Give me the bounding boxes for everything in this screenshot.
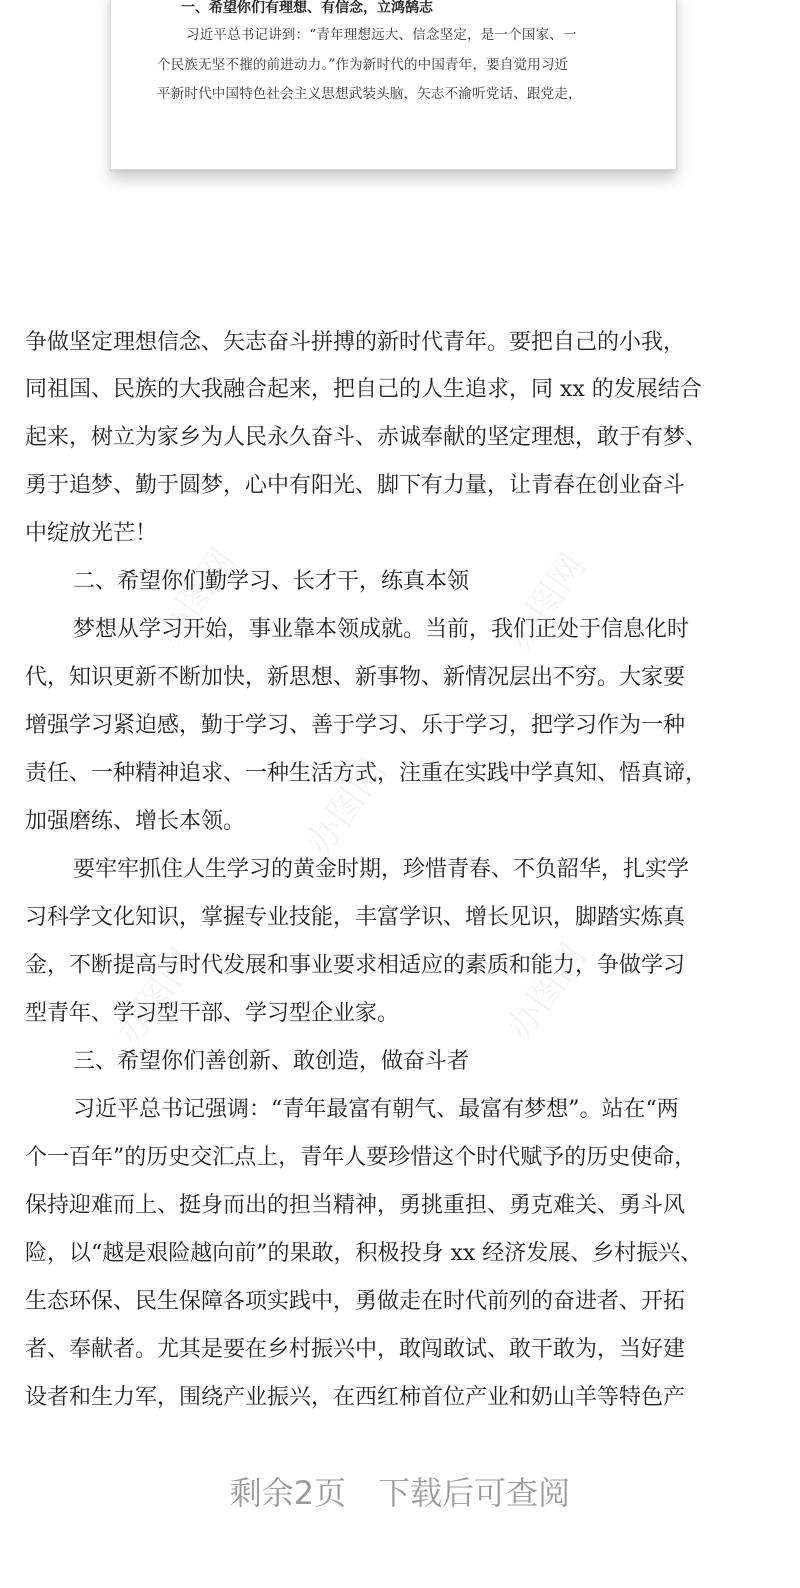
- text-line: 争做坚定理想信念、矢志奋斗拼搏的新时代青年。要把自己的小我，: [25, 330, 686, 355]
- watermark: 办图网: [498, 936, 595, 1049]
- watermark: 办图网: [108, 941, 205, 1054]
- text-line: 个一百年”的历史交汇点上，青年人要珍惜这个时代赋予的历史使命，: [25, 1145, 697, 1170]
- text-line: 责任、一种精神追求、一种生活方式，注重在实践中学真知、悟真谛，: [25, 761, 708, 786]
- text-line: 勇于追梦、勤于圆梦，心中有阳光、脚下有力量，让青春在创业奋斗: [25, 473, 686, 498]
- text-line: 金，不断提高与时代发展和事业要求相适应的素质和能力，争做学习: [25, 953, 686, 978]
- preview-line: 个民族无坚不摧的前进动力。”作为新时代的中国青年，要自觉用习近: [157, 57, 569, 73]
- text-line: 习科学文化知识，掌握专业技能，丰富学识、增长见识，脚踏实炼真: [25, 905, 686, 930]
- text-line: 中绽放光芒！: [25, 521, 158, 546]
- watermark: 办图网: [298, 751, 395, 864]
- preview-heading: 一、希望你们有理想、有信念，立鸿鹄志: [181, 0, 433, 16]
- text-line: 习近平总书记强调：“青年最富有朝气、最富有梦想”。站在“两: [73, 1097, 679, 1122]
- watermark: 办图网: [148, 541, 245, 654]
- section-heading: 三、希望你们善创新、敢创造，做奋斗者: [73, 1049, 470, 1074]
- preview-page-card: [110, 0, 677, 170]
- text-line: 型青年、学习型干部、学习型企业家。: [25, 1001, 400, 1026]
- text-line: 生态环保、民生保障各项实践中，勇做走在时代前列的奋进者、开拓: [25, 1289, 686, 1314]
- text-line: 者、奉献者。尤其是要在乡村振兴中，敢闯敢试、敢干敢为，当好建: [25, 1337, 686, 1362]
- download-banner[interactable]: [0, 1466, 800, 1516]
- text-line: 保持迎难而上、挺身而出的担当精神，勇挑重担、勇克难关、勇斗风: [25, 1193, 686, 1218]
- watermark: 办图网: [498, 546, 595, 659]
- remaining-pages-label: 剩余2页: [229, 1474, 347, 1512]
- download-to-view-label[interactable]: 下载后可查阅: [378, 1474, 571, 1512]
- text-line: 同祖国、民族的大我融合起来，把自己的人生追求，同 xx 的发展结合: [25, 377, 702, 402]
- text-line: 险，以“越是艰险越向前”的果敢，积极投身 xx 经济发展、乡村振兴、: [25, 1241, 703, 1266]
- preview-line: 习近平总书记讲到：“青年理想远大、信念坚定，是一个国家、一: [186, 27, 577, 43]
- text-line: 增强学习紧迫感，勤于学习、善于学习、乐于学习，把学习作为一种: [25, 713, 686, 738]
- section-heading: 二、希望你们勤学习、长才干，练真本领: [73, 569, 470, 594]
- text-line: 梦想从学习开始，事业靠本领成就。当前，我们正处于信息化时: [73, 617, 690, 642]
- preview-line: 平新时代中国特色社会主义思想武装头脑，矢志不渝听党话、跟党走，: [157, 86, 582, 102]
- text-line: 设者和生力军，围绕产业振兴，在西红柿首位产业和奶山羊等特色产: [25, 1385, 686, 1410]
- text-line: 要牢牢抓住人生学习的黄金时期，珍惜青春、不负韶华，扎实学: [73, 857, 690, 882]
- text-line: 加强磨练、增长本领。: [25, 809, 246, 834]
- text-line: 代，知识更新不断加快，新思想、新事物、新情况层出不穷。大家要: [25, 665, 686, 690]
- text-line: 起来，树立为家乡为人民永久奋斗、赤诚奉献的坚定理想，敢于有梦、: [25, 425, 708, 450]
